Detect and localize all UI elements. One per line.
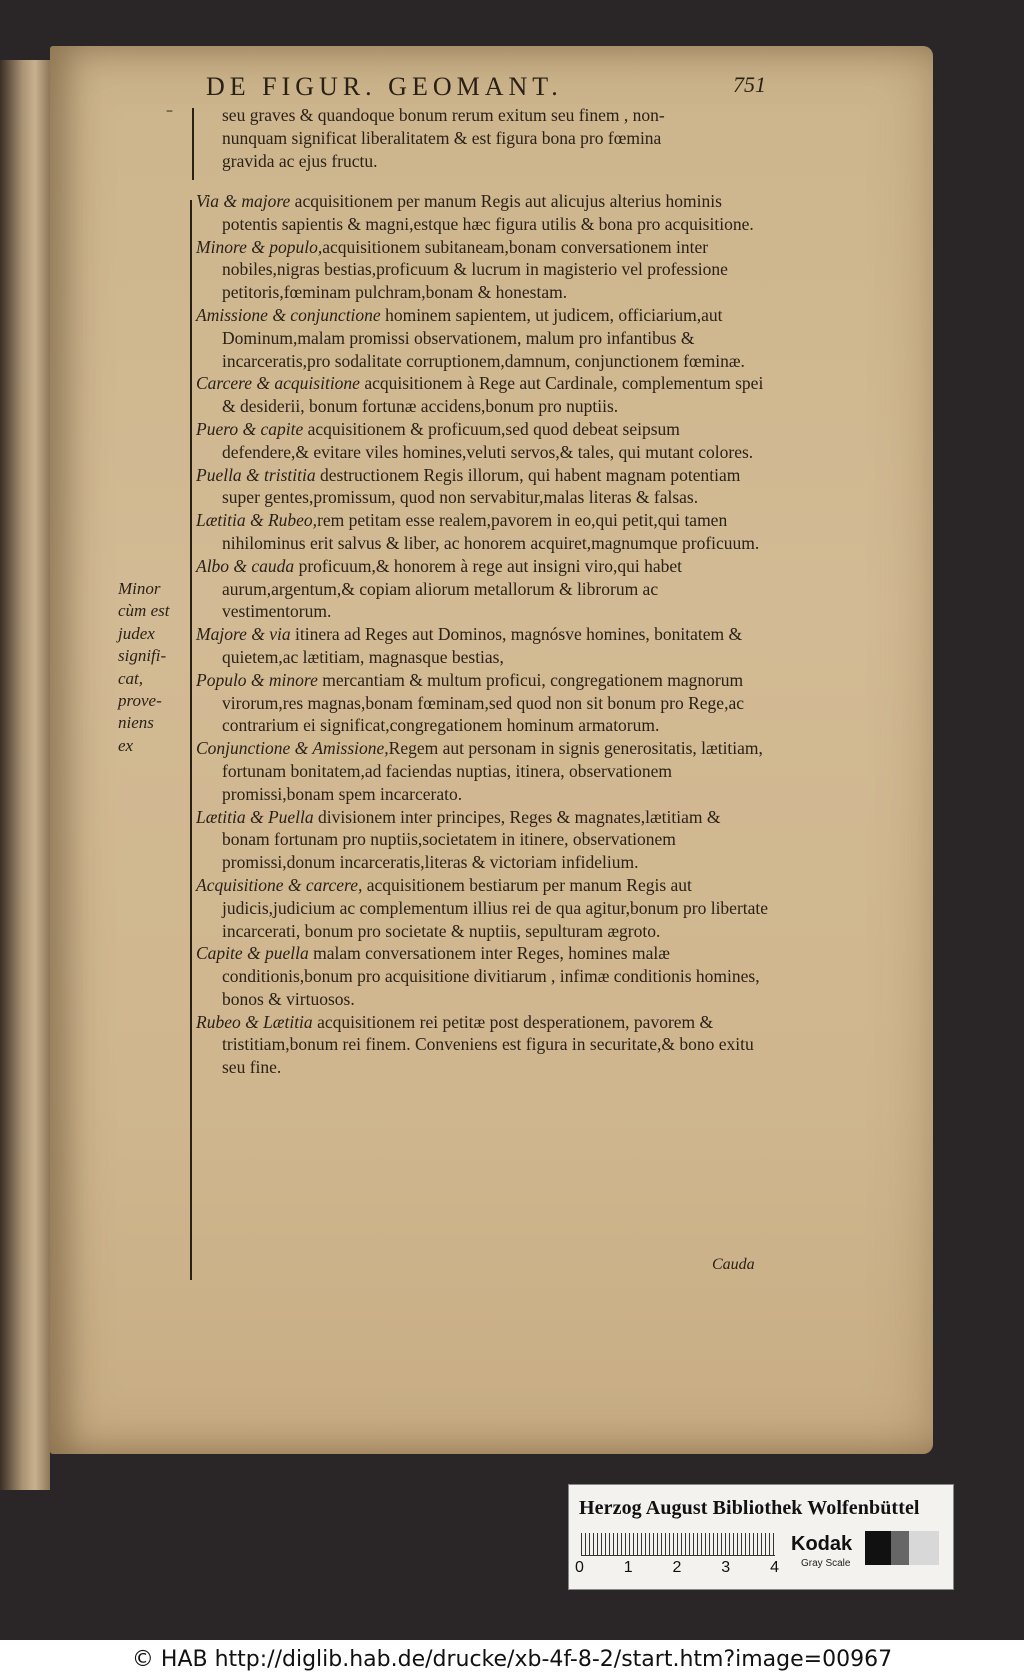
- entry-head: Via & majore: [196, 191, 291, 211]
- entry-head: Capite & puella: [196, 943, 309, 964]
- entry-text: proficuum,& honorem à rege aut insigni viro,qui habet aurum,argentum,& copiam aliorum metallorum & librorum ac vestimentorum.: [222, 555, 683, 622]
- entry-head: Albo & cauda: [196, 555, 295, 576]
- entry: [196, 236, 771, 304]
- ruler-number: 3: [721, 1559, 731, 1576]
- margin-note: [118, 578, 190, 757]
- entry: [196, 372, 771, 418]
- margin-note-line: Minor: [118, 579, 161, 598]
- entry-text: acquisitionem rei petitæ post desperationem, pavorem & tristitiam,bonum rei finem. Conveniens est figura in securitate,& bono exitu seu fine.: [222, 1011, 754, 1078]
- entry: [196, 1011, 771, 1079]
- entry-text: acquisitionem & proficuum,sed quod debeat seipsum defendere,& evitare viles homines,veluti servos,& tales, qui mutant colores.: [222, 418, 754, 462]
- entry: [196, 190, 771, 236]
- gray-patch-mid: [891, 1531, 909, 1565]
- entry-text: rem petitam esse realem,pavorem in eo,qui petit,qui tamen nihilominus erit salvus & liber, ac honorem acquiret,magnumque proficuum.: [222, 510, 760, 553]
- ruler-numbers: [575, 1559, 779, 1577]
- entry-head: Lætitia & Rubeo,: [196, 510, 318, 531]
- ruler-number: 0: [575, 1559, 584, 1576]
- book-edge: [0, 60, 50, 1490]
- entry-head: Puella & tristitia: [196, 464, 316, 485]
- entry-text: itinera ad Reges aut Dominos, magnósve homines, bonitatem & quietem,ac lætitiam, magnasque bestias,: [222, 624, 743, 667]
- entry: [196, 737, 771, 805]
- gray-patch-black: [865, 1531, 891, 1565]
- page-mark: –: [166, 103, 173, 119]
- entry-text: mercantiam & multum proficui, congregationem magnorum virorum,res magnas,bonam fœminam,sed quod non sit bonum pro Rege,ac contrarium ei significat,congregationem hominum armatorum.: [222, 669, 744, 736]
- entry: [196, 669, 771, 737]
- entry-head: Carcere & acquisitione: [196, 373, 360, 394]
- entry: [196, 418, 771, 464]
- entry: [196, 806, 771, 874]
- entry-text: hominem sapientem, ut judicem, officiarium,aut Dominum,malam promissi observationem, malum pro infantibus & incarceratis,pro sodalitate corruptionem,damnum, conjunctionem fœminæ.: [222, 304, 745, 371]
- entry-text: acquisitionem bestiarum per manum Regis aut judicis,judicium ac complementum illius rei de qua agitur,bonum pro libertate incarcerati, bonum pro societate & nuptiis, sepulturam ægroto.: [222, 874, 769, 941]
- entry: [196, 623, 771, 669]
- footer-credit: © HAB http://diglib.hab.de/drucke/xb-4f-8-2/start.htm?image=00967: [0, 1640, 1024, 1680]
- entry-head: Lætitia & Puella: [196, 806, 314, 827]
- top-brace: [192, 108, 200, 180]
- folio-number: 751: [733, 72, 766, 97]
- entry-head: Populo & minore: [196, 669, 318, 690]
- entry-head: Minore & populo,: [196, 236, 323, 257]
- entry-text: acquisitionem subitaneam,bonam conversationem inter nobiles,nigras bestias,proficuum & lucrum in magisterio vel professione petitoris,fœminam pulchram,bonam & honestam.: [222, 236, 728, 303]
- ruler-number: 1: [623, 1559, 633, 1576]
- library-name: Herzog August Bibliothek Wolfenbüttel: [579, 1497, 920, 1519]
- margin-note-line: prove-: [118, 691, 162, 711]
- entry-head: Puero & capite: [196, 418, 304, 439]
- text-line: gravida ac ejus fructu.: [222, 150, 378, 171]
- catchword: Cauda: [712, 1256, 755, 1273]
- entry-text: destructionem Regis illorum, qui habent magnam potentiam super gentes,promissum, quod non servabitur,malas literas & falsas.: [222, 464, 741, 508]
- ruler-number: 4: [770, 1559, 779, 1576]
- entry: [196, 874, 771, 942]
- gray-patch-light: [909, 1531, 939, 1565]
- ruler-number: 2: [672, 1559, 682, 1576]
- kodak-label: Kodak: [791, 1533, 853, 1555]
- entry: [196, 555, 771, 623]
- entry: [196, 304, 771, 372]
- entry-head: Conjunctione & Amissione,: [196, 738, 389, 759]
- margin-note-line: signifi-: [118, 646, 167, 666]
- top-text-block: [222, 104, 770, 172]
- margin-note-line: cat,: [118, 668, 144, 688]
- margin-note-line: niens: [118, 713, 154, 733]
- margin-note-line: ex: [118, 735, 134, 755]
- entries-block: [196, 190, 771, 1079]
- entry-head: Majore & via: [196, 624, 291, 645]
- text-line: nunquam significat liberalitatem & est figura bona pro fœmina: [222, 127, 662, 148]
- entry-head: Amissione & conjunctione: [196, 304, 381, 325]
- entry: [196, 942, 771, 1010]
- gray-scale-label: Gray Scale: [801, 1558, 851, 1569]
- entry-text: malam conversationem inter Reges, homines malæ conditionis,bonum pro acquisitione divitiarum , infimæ conditionis homines, bonos & virtuosos.: [222, 943, 760, 1009]
- entry-text: divisionem inter principes, Reges & magnates,lætitiam & bonam fortunam pro nuptiis,societatem in itinere, observationem promissi,donum incarceratis,literas & victoriam infidelium.: [222, 806, 721, 873]
- text-line: seu graves & quandoque bonum rerum exitum seu finem , non-: [222, 105, 665, 125]
- entry-text: Regem aut personam in signis generositatis, lætitiam, fortunam bonitatem,ad faciendas nuptias, itinera, observationem promissi,bonam spem incarcerato.: [222, 738, 763, 804]
- entry: [196, 464, 771, 510]
- entry-text: acquisitionem per manum Regis aut alicujus alterius hominis potentis sapientis & magni,estque hæc figura utilis & bona pro acquisitione.: [222, 191, 754, 234]
- running-head: DE FIGUR. GEOMANT.: [206, 72, 563, 101]
- margin-note-line: cùm est: [118, 601, 170, 621]
- entry-head: Rubeo & Lætitia: [196, 1011, 313, 1032]
- entry-head: Acquisitione & carcere,: [196, 874, 363, 895]
- entry: [196, 509, 771, 555]
- entry-text: acquisitionem à Rege aut Cardinale, complementum spei & desiderii, bonum fortunæ accidens,bonum pro nuptiis.: [222, 373, 764, 417]
- scan-reference-card: [568, 1484, 954, 1590]
- margin-note-line: judex: [118, 623, 155, 643]
- ruler-scale: [581, 1533, 775, 1556]
